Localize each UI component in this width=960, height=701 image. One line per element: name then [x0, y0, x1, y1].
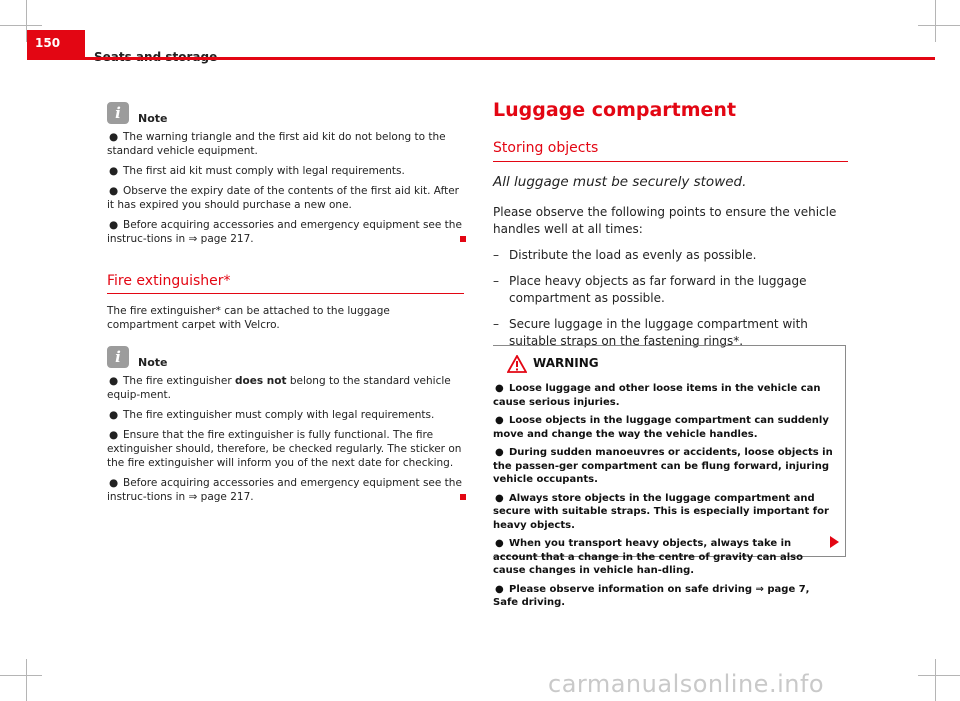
- note-bullet-text: belong to the standard vehicle equip-ment.: [107, 375, 451, 401]
- note-bullet: ● Before acquiring accessories and emergency equipment see the instruc-tions in ⇒ page 217.: [107, 476, 464, 504]
- list-item-text: Place heavy objects as far forward in the luggage compartment as possible.: [509, 274, 807, 305]
- info-icon: i: [107, 346, 129, 368]
- note-bullet: ● The warning triangle and the first aid kit do not belong to the standard vehicle equipment.: [107, 131, 446, 157]
- crop-mark: [26, 659, 27, 701]
- continue-arrow-icon: [830, 536, 839, 548]
- list-item: – Place heavy objects as far forward in the luggage compartment as possible.: [493, 274, 807, 305]
- note-header: [107, 344, 464, 370]
- warning-item-text: During sudden manoeuvres or accidents, loose objects in the passen-ger compartment can be flung forward, injuring vehicle occupants.: [493, 447, 833, 485]
- note-bullet-text: The warning triangle and the first aid kit do not belong to the standard vehicle equipment.: [107, 131, 446, 157]
- right-column: [493, 97, 848, 350]
- warning-item: ● When you transport heavy objects, always take in account that a change in the centre of gravity can also cause changes in vehicle han-dling.: [493, 538, 803, 576]
- warning-box: [493, 345, 846, 608]
- section-intro: All luggage must be securely stowed.: [493, 174, 747, 190]
- note-bullet: ● The fire extinguisher must comply with legal requirements.: [109, 409, 435, 421]
- list-item-text: Distribute the load as evenly as possible.: [509, 248, 757, 262]
- note-label: Note: [138, 112, 168, 125]
- fire-extinguisher-text: The fire extinguisher* can be attached to the luggage compartment carpet with Velcro.: [107, 305, 390, 331]
- section-heading-storing-objects: Storing objects: [493, 140, 848, 162]
- list-item: – Distribute the load as evenly as possible.: [493, 248, 757, 262]
- warning-item-text: Always store objects in the luggage compartment and secure with suitable straps. This is especially important for heavy objects.: [493, 492, 829, 531]
- crop-mark: [0, 675, 42, 676]
- warning-item-text: Please observe information on safe driving ⇒ page 7, Safe driving.: [493, 583, 810, 608]
- note-bullet-text: The fire extinguisher must comply with legal requirements.: [123, 409, 435, 421]
- note-header: [107, 100, 464, 126]
- left-column: [107, 100, 464, 510]
- section-end-mark: [460, 494, 466, 500]
- note-bullet: ● The fire extinguisher does not belong to the standard vehicle equip-ment.: [107, 375, 451, 401]
- warning-item: ● Please observe information on safe driving ⇒ page 7, Safe driving.: [493, 583, 810, 608]
- warning-item-text: Loose objects in the luggage compartment can suddenly move and change the way the vehicle handles.: [493, 415, 829, 440]
- crop-mark: [918, 25, 960, 26]
- note-bullet-text: Before acquiring accessories and emergency equipment see the instruc-tions in ⇒ page 217.: [107, 477, 462, 503]
- note-bullet: ● Before acquiring accessories and emergency equipment see the instruc-tions in ⇒ page 217.: [107, 218, 464, 246]
- body-text: Please observe the following points to ensure the vehicle handles well at all times:: [493, 205, 837, 236]
- chapter-title: Luggage compartment: [493, 99, 737, 121]
- section-end-mark: [460, 236, 466, 242]
- watermark: carmanualsonline.info: [548, 670, 825, 698]
- list-item: – Secure luggage in the luggage compartment with suitable straps on the fastening rings*.: [493, 317, 808, 348]
- warning-item: ● During sudden manoeuvres or accidents, loose objects in the passen-ger compartment can be flung forward, injuring vehicle occupants.: [493, 447, 833, 485]
- note-bullet: ● Ensure that the fire extinguisher is fully functional. The fire extinguisher should, therefore, be checked regularly. The sticker on the fire extinguisher will inform you of the next date for checking.: [107, 429, 462, 469]
- warning-body: [493, 374, 845, 610]
- note-bullet-text: Ensure that the fire extinguisher is fully functional. The fire extinguisher should, therefore, be checked regularly. The sticker on the fire extinguisher will inform you of the next date for checking.: [107, 429, 462, 469]
- header-rule: [27, 57, 935, 60]
- info-icon: i: [107, 102, 129, 124]
- note-bullet-text: The fire extinguisher: [123, 375, 236, 387]
- warning-item: ● Loose objects in the luggage compartment can suddenly move and change the way the vehicle handles.: [493, 415, 829, 440]
- warning-header: [493, 346, 845, 374]
- list-item-text: Secure luggage in the luggage compartment with suitable straps on the fastening rings*.: [509, 317, 808, 348]
- note-bullet-text: Observe the expiry date of the contents of the first aid kit. After it has expired you should purchase a new one.: [107, 185, 459, 211]
- note-bullet-emphasis: does not: [235, 375, 287, 387]
- crop-mark: [935, 659, 936, 701]
- warning-label: WARNING: [533, 356, 599, 371]
- warning-triangle-icon: [507, 355, 527, 373]
- page-number: 150: [27, 30, 85, 57]
- note-bullet: ● The first aid kit must comply with legal requirements.: [109, 165, 405, 177]
- note-bullet-text: Before acquiring accessories and emergency equipment see the instruc-tions in ⇒ page 217.: [107, 219, 462, 245]
- warning-item: ● Always store objects in the luggage compartment and secure with suitable straps. This is especially important for heavy objects.: [493, 492, 829, 531]
- warning-item: ● Loose luggage and other loose items in the vehicle can cause serious injuries.: [493, 383, 821, 408]
- note-label: Note: [138, 356, 168, 369]
- crop-mark: [0, 25, 42, 26]
- crop-mark: [935, 0, 936, 42]
- note-bullet-text: The first aid kit must comply with legal requirements.: [123, 165, 405, 177]
- warning-item-text: Loose luggage and other loose items in the vehicle can cause serious injuries.: [493, 383, 821, 408]
- section-heading-fire-extinguisher: Fire extinguisher*: [107, 274, 464, 294]
- crop-mark: [918, 675, 960, 676]
- note-bullet: ● Observe the expiry date of the contents of the first aid kit. After it has expired you should purchase a new one.: [107, 185, 459, 211]
- warning-item-text: When you transport heavy objects, always take in account that a change in the centre of gravity can also cause changes in vehicle han-dling.: [493, 538, 803, 576]
